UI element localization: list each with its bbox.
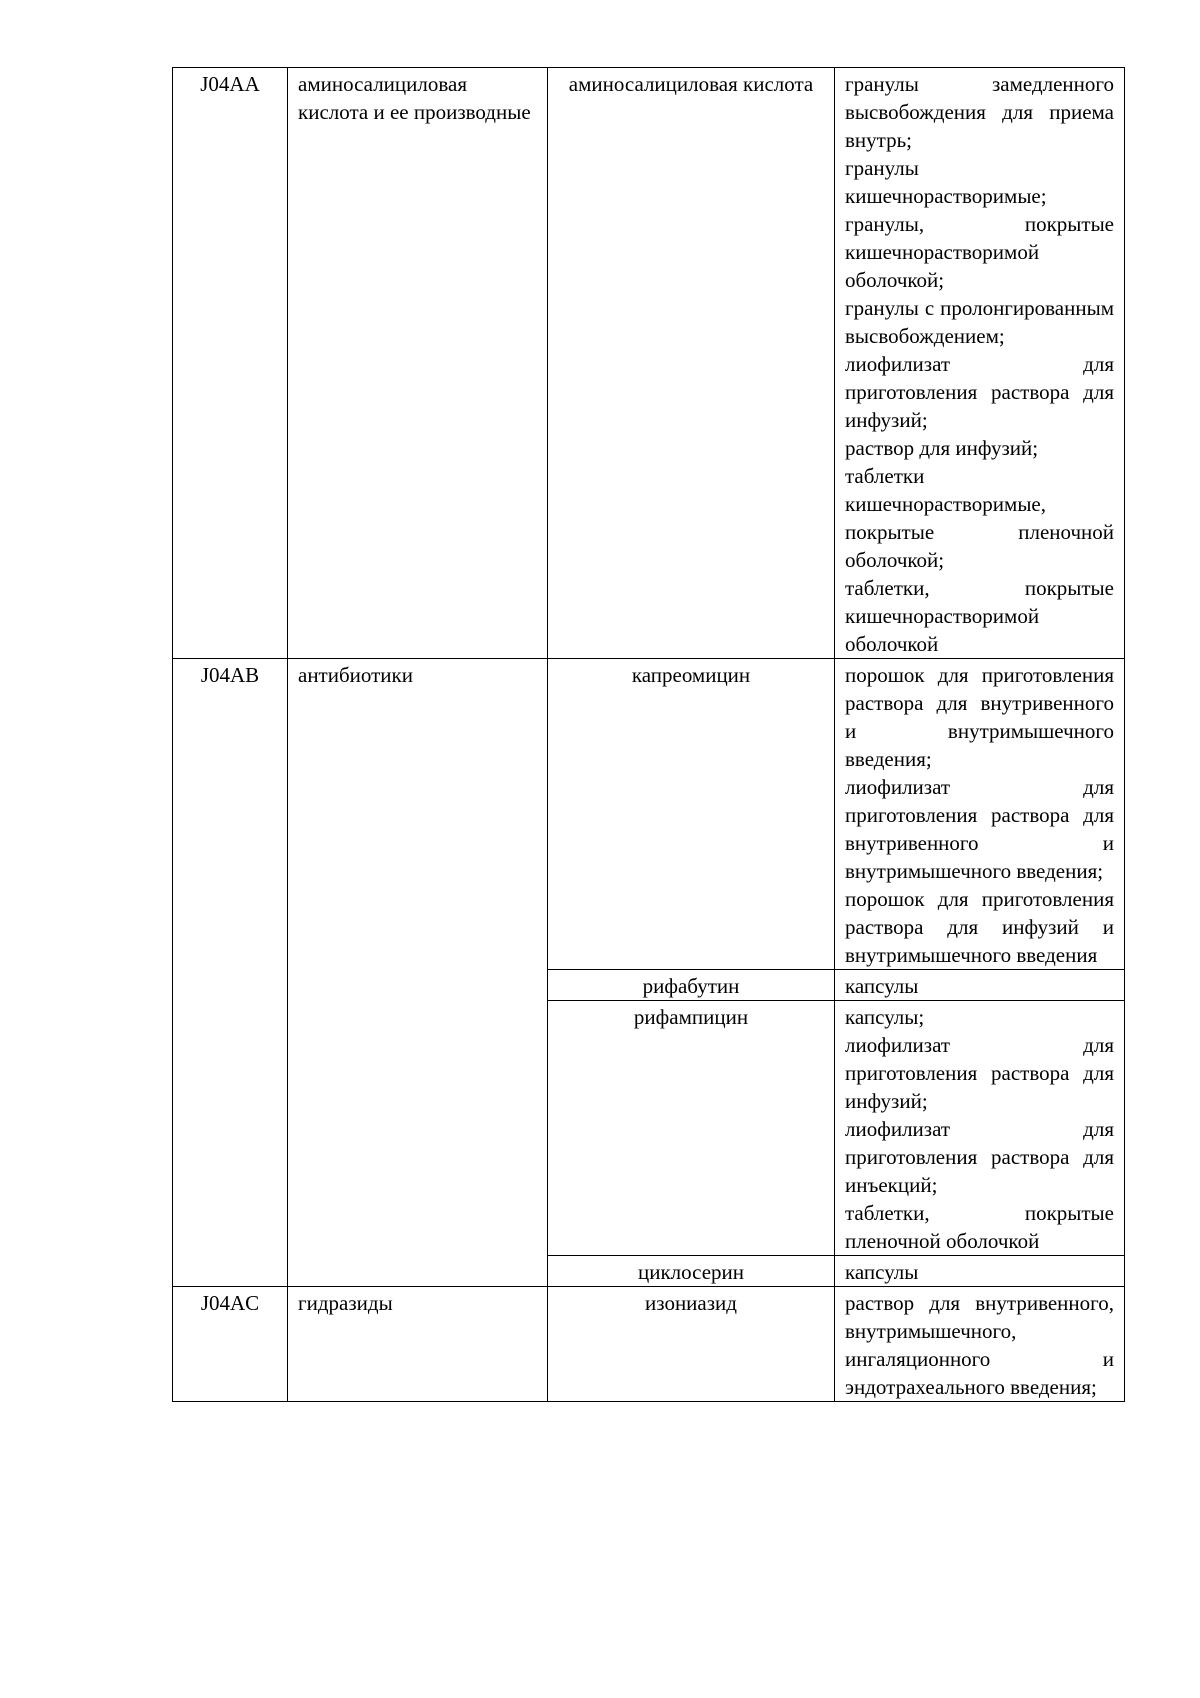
dosage-forms-cell — [835, 970, 1125, 1001]
drug-name-cell: рифампицин — [548, 1001, 835, 1256]
dosage-form: раствор для инфузий; — [845, 436, 1039, 460]
dosage-form: лиофилизат для приготовления раствора для инфузий; — [845, 1033, 1114, 1113]
atc-group-cell: антибиотики — [288, 659, 548, 1287]
dosage-form: гранулы с пролонгированным высвобождением; — [845, 296, 1114, 348]
dosage-forms-cell — [835, 659, 1125, 970]
dosage-forms-cell — [835, 1256, 1125, 1287]
atc-code-cell: J04AB — [173, 659, 288, 1287]
table-row — [173, 1287, 1125, 1402]
dosage-form: лиофилизат для приготовления раствора для внутривенного и внутримышечного введения; — [845, 775, 1114, 883]
dosage-form: гранулы замедленного высвобождения для приема внутрь; — [845, 72, 1114, 152]
dosage-form: капсулы — [845, 974, 919, 998]
atc-group-cell: аминосалициловая кислота и ее производные — [288, 68, 548, 659]
dosage-form: таблетки, покрытые пленочной оболочкой — [845, 1201, 1114, 1253]
drug-name-cell: капреомицин — [548, 659, 835, 970]
atc-code-cell: J04AC — [173, 1287, 288, 1402]
table-row — [173, 68, 1125, 659]
dosage-form: капсулы; — [845, 1005, 925, 1029]
drug-name-cell: аминосалициловая кислота — [548, 68, 835, 659]
drug-name-cell: рифабутин — [548, 970, 835, 1001]
dosage-forms-cell — [835, 1001, 1125, 1256]
dosage-form: лиофилизат для приготовления раствора для инфузий; — [845, 352, 1114, 432]
dosage-forms-cell — [835, 1287, 1125, 1402]
table-row — [173, 659, 1125, 970]
atc-code-cell: J04AA — [173, 68, 288, 659]
dosage-form: раствор для внутривенного, внутримышечного, ингаляционного и эндотрахеального введения; — [845, 1291, 1114, 1399]
atc-group-cell: гидразиды — [288, 1287, 548, 1402]
dosage-forms-cell — [835, 68, 1125, 659]
dosage-form: гранулы, покрытые кишечнорастворимой оболочкой; — [845, 212, 1114, 292]
dosage-form: гранулы кишечнорастворимые; — [845, 156, 1047, 208]
dosage-form: капсулы — [845, 1260, 919, 1284]
dosage-form: лиофилизат для приготовления раствора для инъекций; — [845, 1117, 1114, 1197]
drug-classification-table — [172, 67, 1125, 1402]
drug-name-cell: циклосерин — [548, 1256, 835, 1287]
dosage-form: порошок для приготовления раствора для инфузий и внутримышечного введения — [845, 887, 1114, 967]
dosage-form: таблетки, покрытые кишечнорастворимой оболочкой — [845, 576, 1114, 656]
drug-name-cell: изониазид — [548, 1287, 835, 1402]
dosage-form: таблетки кишечнорастворимые, покрытые пленочной оболочкой; — [845, 464, 1114, 572]
dosage-form: порошок для приготовления раствора для внутривенного и внутримышечного введения; — [845, 663, 1114, 771]
